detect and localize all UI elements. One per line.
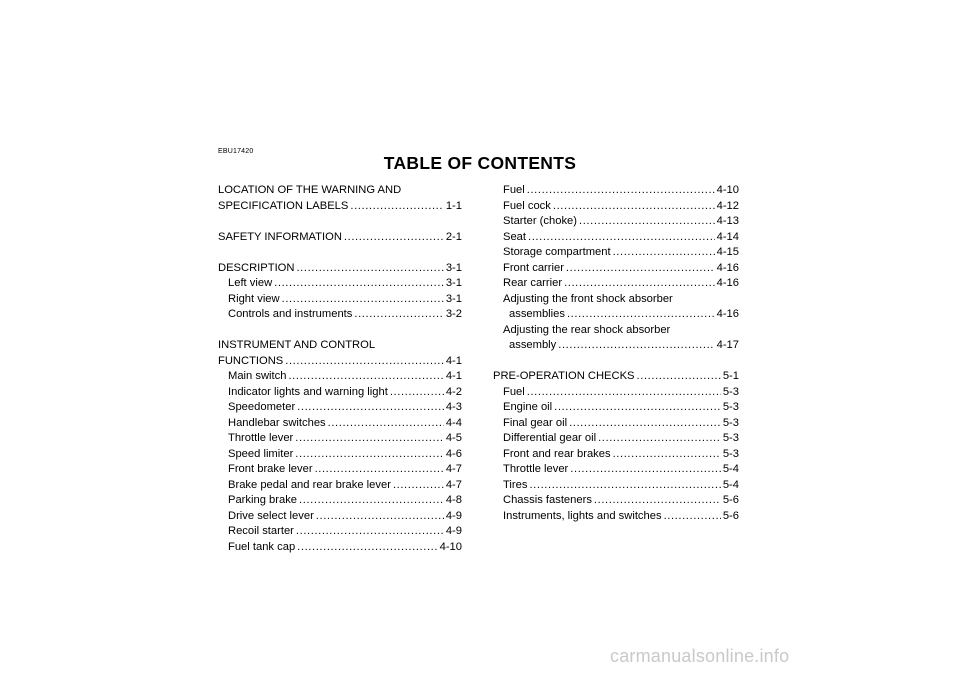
toc-entry[interactable] <box>493 400 739 416</box>
toc-left-column <box>218 183 462 555</box>
page-title: TABLE OF CONTENTS <box>383 153 577 173</box>
toc-page-number: 3-2 <box>445 308 462 320</box>
dot-leader <box>328 416 444 432</box>
toc-entry-front-shock[interactable] <box>493 307 739 323</box>
toc-entry-safety-information[interactable] <box>218 230 462 246</box>
dot-leader <box>299 493 444 509</box>
toc-entry-label: Handlebar switches <box>228 416 326 429</box>
toc-entry[interactable] <box>218 307 462 323</box>
toc-entry-label: Throttle lever <box>503 463 569 475</box>
toc-page-number: 4-16 <box>716 277 739 289</box>
dot-leader <box>594 493 721 509</box>
toc-entry[interactable] <box>218 400 462 416</box>
toc-entry[interactable] <box>218 524 462 540</box>
dot-leader <box>390 385 444 401</box>
toc-page-number: 4-3 <box>445 401 462 413</box>
toc-entry[interactable] <box>218 478 462 494</box>
toc-page-number: 4-1 <box>445 370 462 382</box>
toc-page-number: 4-12 <box>716 199 739 212</box>
toc-entry-rear-shock[interactable] <box>493 338 739 354</box>
toc-entry-label: FUNCTIONS <box>218 354 284 367</box>
dot-leader <box>579 214 715 230</box>
toc-entry-label: Front carrier <box>503 261 564 274</box>
toc-page-number: 4-10 <box>716 184 739 196</box>
toc-page-number: 4-9 <box>445 525 462 537</box>
toc-entry[interactable] <box>493 462 739 478</box>
toc-page-number: 2-1 <box>445 230 462 243</box>
toc-page-number: 4-9 <box>445 509 462 522</box>
document-code: EBU17420 <box>218 148 254 155</box>
toc-page-number: 5-3 <box>722 432 739 444</box>
watermark: carmanualsonline.info <box>610 646 790 666</box>
toc-entry-specification-labels[interactable] <box>218 199 462 215</box>
toc-entry-label: Differential gear oil <box>503 432 597 444</box>
toc-entry-functions[interactable] <box>218 354 462 370</box>
toc-entry-label: Controls and instruments <box>228 308 353 320</box>
toc-page-number: 3-1 <box>445 261 462 274</box>
dot-leader <box>569 416 721 432</box>
toc-entry-label: Chassis fasteners <box>503 494 592 506</box>
dot-leader <box>527 385 721 401</box>
toc-entry-label: Storage compartment <box>503 246 611 258</box>
toc-page-number: 4-2 <box>445 385 462 398</box>
toc-entry-label: Parking brake <box>228 494 298 506</box>
dot-leader <box>554 400 721 416</box>
dot-leader <box>354 307 443 323</box>
toc-entry-label: Brake pedal and rear brake lever <box>228 478 391 491</box>
toc-page-number: 3-1 <box>445 277 462 289</box>
dot-leader <box>296 524 444 540</box>
dot-leader <box>282 292 444 308</box>
toc-entry-label: Engine oil <box>503 401 553 413</box>
toc-entry[interactable] <box>493 199 739 215</box>
toc-entry-label: Recoil starter <box>228 525 294 537</box>
dot-leader <box>285 354 444 370</box>
toc-entry-label: Fuel <box>503 385 525 398</box>
toc-entry-label: Left view <box>228 277 273 289</box>
toc-page-number: 4-1 <box>445 354 462 367</box>
toc-page-number: 4-14 <box>716 230 739 243</box>
toc-entry[interactable] <box>493 214 739 230</box>
toc-entry[interactable] <box>493 245 739 261</box>
toc-entry-label: PRE-OPERATION CHECKS <box>493 370 635 382</box>
dot-leader <box>553 199 715 215</box>
toc-entry-label: Speed limiter <box>228 447 294 460</box>
toc-page-number: 4-13 <box>716 215 739 227</box>
toc-entry-label: Final gear oil <box>503 416 568 429</box>
toc-page-number: 5-4 <box>722 478 739 491</box>
toc-entry-label: Fuel <box>503 184 525 196</box>
toc-page-number: 5-4 <box>722 463 739 475</box>
dot-leader <box>297 540 437 556</box>
dot-leader <box>527 183 715 199</box>
toc-entry-label: Main switch <box>228 370 287 382</box>
toc-entry[interactable] <box>218 431 462 447</box>
toc-entry[interactable] <box>493 385 739 401</box>
toc-section-title: INSTRUMENT AND CONTROL <box>218 339 376 351</box>
toc-entry-description[interactable] <box>218 261 462 277</box>
toc-page-number: 5-3 <box>722 401 739 413</box>
toc-page-number: 4-7 <box>445 463 462 475</box>
toc-page-number: 4-17 <box>716 339 739 351</box>
dot-leader <box>570 462 721 478</box>
dot-leader <box>288 369 443 385</box>
dot-leader <box>295 431 444 447</box>
toc-entry-pre-operation-checks[interactable] <box>493 369 739 385</box>
toc-entry[interactable] <box>493 276 739 292</box>
toc-entry[interactable] <box>218 416 462 432</box>
toc-section-title: LOCATION OF THE WARNING AND <box>218 184 402 196</box>
toc-entry[interactable] <box>218 385 462 401</box>
toc-entry-label: Front and rear brakes <box>503 447 611 460</box>
dot-leader <box>529 478 720 494</box>
toc-page-number: 4-6 <box>445 447 462 460</box>
toc-entry-label: assemblies <box>509 308 565 320</box>
toc-page-number: 5-6 <box>722 509 739 522</box>
toc-entry[interactable] <box>218 493 462 509</box>
dot-leader <box>598 431 721 447</box>
toc-entry[interactable] <box>218 276 462 292</box>
toc-entry[interactable] <box>218 447 462 463</box>
toc-entry-label: DESCRIPTION <box>218 261 295 274</box>
toc-entry-label: Rear carrier <box>503 277 563 289</box>
dot-leader <box>566 261 715 277</box>
dot-leader <box>564 276 715 292</box>
dot-leader <box>315 462 444 478</box>
dot-leader <box>297 400 444 416</box>
toc-entry[interactable] <box>493 431 739 447</box>
dot-leader <box>344 230 444 246</box>
toc-entry[interactable] <box>493 509 739 525</box>
dot-leader <box>295 447 444 463</box>
toc-page-number: 4-16 <box>716 261 739 274</box>
toc-page-number: 4-5 <box>445 432 462 444</box>
toc-page-number: 5-3 <box>722 416 739 429</box>
dot-leader <box>613 447 721 463</box>
toc-entry[interactable] <box>493 478 739 494</box>
toc-page-number: 4-15 <box>716 246 739 258</box>
toc-entry-label: Seat <box>503 230 527 243</box>
toc-page-number: 5-3 <box>722 447 739 460</box>
toc-entry-label: Throttle lever <box>228 432 294 444</box>
dot-leader <box>567 307 715 323</box>
toc-entry[interactable] <box>218 540 462 556</box>
toc-entry-label: Drive select lever <box>228 509 314 522</box>
toc-page-number: 4-7 <box>445 478 462 491</box>
toc-page-number: 4-4 <box>445 416 462 429</box>
toc-entry[interactable] <box>493 447 739 463</box>
toc-entry[interactable] <box>218 509 462 525</box>
dot-leader <box>637 369 721 385</box>
toc-entry[interactable] <box>218 369 462 385</box>
toc-entry-label: Adjusting the front shock absorber <box>503 292 673 305</box>
dot-leader <box>316 509 444 525</box>
toc-entry-label: Tires <box>503 478 528 491</box>
toc-entry-label: SAFETY INFORMATION <box>218 230 342 243</box>
dot-leader <box>528 230 715 246</box>
toc-entry[interactable] <box>218 292 462 308</box>
toc-entry[interactable] <box>493 416 739 432</box>
dot-leader <box>274 276 444 292</box>
toc-entry-label: Indicator lights and warning light <box>228 385 388 398</box>
toc-entry-label: Fuel cock <box>503 199 551 212</box>
dot-leader <box>296 261 443 277</box>
toc-page-number: 1-1 <box>445 199 462 212</box>
toc-entry-label: assembly <box>509 339 557 351</box>
toc-entry[interactable] <box>493 183 739 199</box>
dot-leader <box>558 338 714 354</box>
toc-entry-label: Right view <box>228 292 280 305</box>
toc-page-number: 3-1 <box>445 292 462 305</box>
toc-entry[interactable] <box>493 493 739 509</box>
toc-page-number: 4-16 <box>716 308 739 320</box>
toc-entry-label: SPECIFICATION LABELS <box>218 199 349 212</box>
toc-entry-label: Adjusting the rear shock absorber <box>503 323 671 336</box>
toc-entry[interactable] <box>493 230 739 246</box>
dot-leader <box>350 199 443 215</box>
toc-page-number: 4-10 <box>439 540 462 553</box>
toc-entry-label: Starter (choke) <box>503 215 577 227</box>
toc-page-number: 5-1 <box>722 370 739 382</box>
dot-leader <box>664 509 721 525</box>
toc-entry[interactable] <box>493 261 739 277</box>
toc-entry[interactable] <box>218 462 462 478</box>
toc-right-column <box>493 183 739 524</box>
toc-entry-label: Fuel tank cap <box>228 540 296 553</box>
toc-entry-label: Speedometer <box>228 401 296 413</box>
toc-page-number: 5-6 <box>722 494 739 506</box>
toc-page-number: 4-8 <box>445 494 462 506</box>
dot-leader <box>393 478 444 494</box>
toc-page-number: 5-3 <box>722 385 739 398</box>
toc-entry-label: Front brake lever <box>228 463 313 475</box>
toc-entry-label: Instruments, lights and switches <box>503 509 662 522</box>
dot-leader <box>613 245 715 261</box>
